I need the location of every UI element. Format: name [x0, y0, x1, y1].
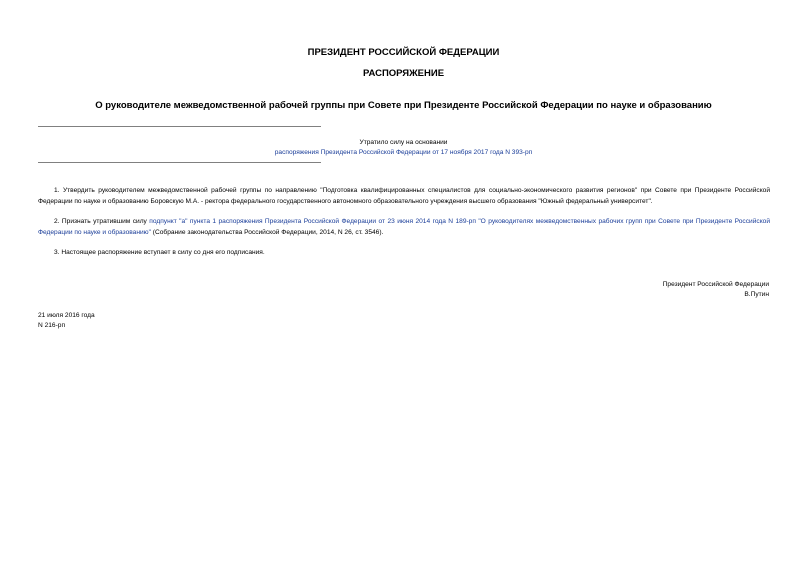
paragraph-1: 1. Утвердить руководителем межведомственной рабочей группы по направлению "Подготовка квалифицированных специалистов для социально-экономического развития регионов" при Совете при Президенте Российской Федерации по науке и образованию Боровскую М.А. - ректора федерального государственного автономного образовательного учреждения высшего образования "Южный федеральный университет".: [38, 187, 770, 205]
signature-block: [663, 280, 769, 300]
repealed-subclause-link[interactable]: подпункт "а" пункта 1 распоряжения Президента Российской Федерации от 23 июня 2014 года N 189-рп "О руководителях межведомственных рабочих групп при Совете при Президенте Российской Федерации по науке и образованию": [38, 218, 770, 236]
signatory-name: В.Путин: [744, 291, 769, 298]
document-number: N 216-рп: [38, 322, 66, 329]
bottom-rule: [38, 162, 321, 163]
document-type-heading: РАСПОРЯЖЕНИЕ: [362, 68, 445, 79]
repeal-note-text: Утратило силу на основании: [359, 139, 448, 146]
paragraph-3: 3. Настоящее распоряжение вступает в силу со дня его подписания.: [54, 249, 265, 256]
date-number-block: [38, 311, 95, 331]
document-date: 21 июля 2016 года: [38, 312, 95, 319]
repeal-order-link[interactable]: распоряжения Президента Российской Федерации от 17 ноября 2017 года N 393-рп: [274, 149, 533, 156]
paragraph-2: [38, 217, 770, 238]
repeal-note-link-line: [0, 148, 807, 157]
paragraph-2-suffix: (Собрание законодательства Российской Федерации, 2014, N 26, ст. 3546).: [150, 228, 384, 236]
top-rule: [38, 126, 321, 127]
issuer-heading: ПРЕЗИДЕНТ РОССИЙСКОЙ ФЕДЕРАЦИИ: [307, 47, 500, 58]
paragraph-2-prefix: 2. Признать утратившим силу: [54, 218, 150, 225]
document-title: О руководителе межведомственной рабочей группы при Совете при Президенте Российской Федерации по науке и образованию: [95, 100, 712, 111]
signatory-position: Президент Российской Федерации: [662, 281, 769, 288]
